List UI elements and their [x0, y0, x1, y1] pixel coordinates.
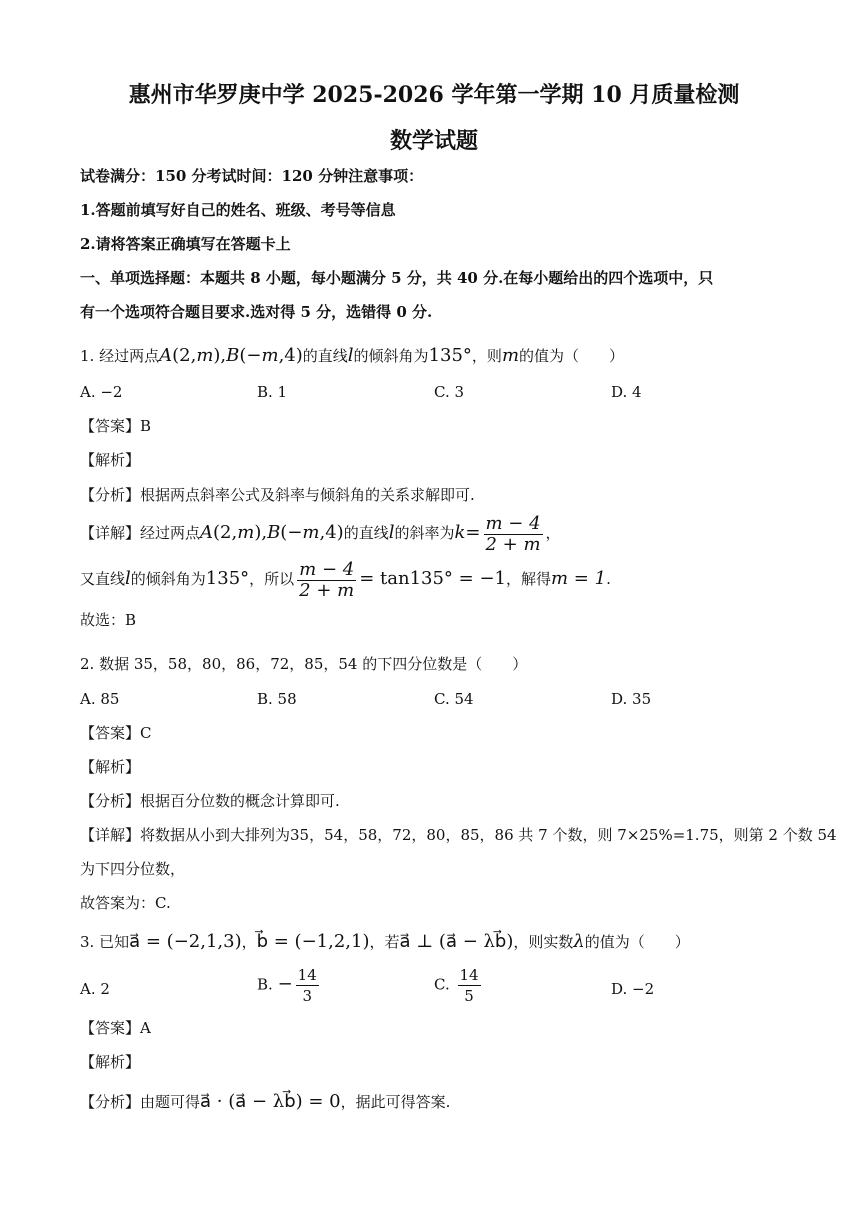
q3-option-b: [257, 966, 322, 1005]
q3-text: 已知: [99, 933, 130, 951]
q2-analysis-label: 【解析】: [80, 758, 141, 776]
answer-value: C: [140, 724, 152, 742]
math-var: m: [501, 345, 520, 366]
point-b: B: [267, 522, 281, 543]
slope-fraction: [484, 512, 543, 555]
answer-value: A: [140, 1019, 151, 1037]
math-result: m = 1: [551, 568, 607, 589]
q1-analysis-label: 【解析】: [80, 451, 141, 469]
math-var: m: [261, 345, 279, 366]
math-text: ),: [254, 522, 268, 543]
fraction-denominator: 2 + m: [485, 533, 541, 555]
detail-text: ，所以: [249, 570, 295, 588]
math-var: m: [196, 345, 214, 366]
fenxi-text: ，据此可得答案.: [340, 1093, 451, 1111]
point-a: A: [159, 345, 173, 366]
fenxi-text: 根据百分位数的概念计算即可.: [140, 792, 340, 810]
q3-text: ，: [241, 933, 257, 951]
math-var: λ: [573, 931, 585, 952]
detail-text: ，解得: [506, 570, 552, 588]
fenxi-label: 【分析】: [80, 486, 141, 504]
dot-product-equation: a⃗ · (a⃗ − λb⃗) = 0: [200, 1091, 341, 1112]
q2-option-b: B. 58: [257, 690, 297, 708]
q1-text: 经过两点: [99, 347, 160, 365]
q3-option-d: D. −2: [611, 980, 655, 998]
q2-stem: 2. 数据 35，58，80，86，72，85，54 的下四分位数是（ ）: [80, 655, 528, 673]
math-var: m: [302, 522, 320, 543]
notes-line-2: 1.答题前填写好自己的姓名、班级、考号等信息: [80, 201, 396, 219]
answer-label: 【答案】: [80, 417, 141, 435]
q3-stem: [80, 932, 690, 952]
q2-option-d: D. 35: [611, 690, 652, 708]
math-text: ,4): [278, 345, 303, 366]
detail-text: ，: [545, 524, 561, 542]
q1-option-d: D. 4: [611, 383, 642, 401]
fenxi-label: 【分析】: [80, 792, 141, 810]
math-var: l: [388, 522, 395, 543]
detail-label: 【详解】: [80, 826, 141, 844]
math-text: = tan135° = −1: [359, 568, 506, 589]
vector-a-def: a⃗ = (−2,1,3): [129, 931, 242, 952]
fraction-numerator: 14: [297, 966, 317, 984]
point-b: B: [226, 345, 240, 366]
vector-b-def: b⃗ = (−1,2,1): [256, 931, 370, 952]
detail-text: 又直线: [80, 570, 126, 588]
q3-text: 的值为（ ）: [584, 933, 690, 951]
q1-option-a: A. −2: [80, 383, 123, 401]
notes-line-3: 2.请将答案正确填写在答题卡上: [80, 235, 291, 253]
q1-text: 的直线: [302, 347, 348, 365]
q1-conclusion: 故选：B: [80, 611, 137, 629]
q3-analysis-label: 【解析】: [80, 1053, 141, 1071]
fraction-numerator: m − 4: [299, 558, 355, 580]
detail-text: 的直线: [343, 524, 389, 542]
math-text: −: [277, 973, 293, 995]
detail-text: 将数据从小到大排列为35，54，58，72，80，85，86 共 7 个数，则 7×25%=1.75，则第 2 个数 54: [140, 826, 837, 844]
option-b-fraction: [296, 966, 319, 1005]
q3-option-a: A. 2: [80, 980, 110, 998]
point-a: A: [200, 522, 214, 543]
answer-label: 【答案】: [80, 724, 141, 742]
math-var: l: [347, 345, 354, 366]
q3-fenxi: [80, 1092, 450, 1112]
fraction-denominator: 3: [302, 987, 312, 1005]
fraction-denominator: 2 + m: [299, 579, 355, 601]
q1-text: ，则: [471, 347, 502, 365]
q2-conclusion: 故答案为：C.: [80, 894, 171, 912]
fraction-denominator: 5: [464, 987, 474, 1005]
math-text: 135°: [205, 568, 250, 589]
q1-option-b: B. 1: [257, 383, 288, 401]
q2-detail-line-1: [80, 825, 837, 845]
option-label: C.: [434, 975, 450, 994]
page-subtitle: 数学试题: [389, 128, 478, 154]
math-text: 135°: [428, 345, 472, 366]
math-text: (−: [239, 345, 262, 366]
math-var: l: [125, 568, 131, 589]
fenxi-label: 【分析】: [80, 1093, 141, 1111]
detail-text: .: [606, 570, 611, 588]
q1-number: 1.: [80, 347, 95, 365]
section-heading-line-2: 有一个选项符合题目要求.选对得 5 分，选错得 0 分.: [80, 303, 433, 321]
math-text: (2,: [213, 522, 238, 543]
q3-answer: [80, 1018, 151, 1038]
detail-label: 【详解】: [80, 524, 141, 542]
fraction-numerator: m − 4: [485, 512, 541, 534]
q3-text: ，若: [369, 933, 400, 951]
q1-text: 的倾斜角为: [353, 347, 429, 365]
option-c-fraction: [458, 966, 481, 1005]
math-text: (2,: [172, 345, 197, 366]
q2-option-c: C. 54: [434, 690, 474, 708]
perpendicular-condition: a⃗ ⊥ (a⃗ − λb⃗): [399, 931, 514, 952]
detail-text: 经过两点: [140, 524, 201, 542]
fenxi-text: 由题可得: [140, 1093, 201, 1111]
angle-fraction: [297, 558, 356, 601]
math-var: m: [237, 522, 255, 543]
math-text: ,4): [319, 522, 344, 543]
q2-answer: [80, 723, 152, 743]
page-title: 惠州市华罗庚中学 2025-2026 学年第一学期 10 月质量检测: [128, 82, 740, 108]
q1-answer: [80, 416, 151, 436]
fraction-numerator: 14: [459, 966, 479, 984]
q2-option-a: A. 85: [80, 690, 120, 708]
fenxi-text: 根据两点斜率公式及斜率与倾斜角的关系求解即可.: [140, 486, 475, 504]
answer-value: B: [140, 417, 152, 435]
notes-line-1: 试卷满分：150 分考试时间：120 分钟注意事项：: [80, 167, 424, 185]
q1-detail-line-1: [80, 513, 561, 554]
section-heading-line-1: 一、单项选择题：本题共 8 小题，每小题满分 5 分，共 40 分.在每小题给出的四个选项中，只: [80, 269, 714, 287]
q2-fenxi: [80, 791, 340, 811]
q1-stem: [80, 346, 624, 366]
q3-number: 3.: [80, 933, 95, 951]
math-text: ),: [213, 345, 227, 366]
q1-option-c: C. 3: [434, 383, 465, 401]
q1-fenxi: [80, 485, 475, 505]
option-label: B.: [257, 975, 273, 994]
q3-text: ，则实数: [513, 933, 574, 951]
math-text: (−: [280, 522, 303, 543]
detail-text: 的斜率为: [394, 524, 455, 542]
detail-text: 的倾斜角为: [130, 570, 206, 588]
q1-text: 的值为（ ）: [519, 347, 625, 365]
q2-detail-line-2: 为下四分位数，: [80, 860, 186, 878]
math-var: k: [454, 522, 466, 543]
math-text: =: [465, 522, 481, 543]
q3-option-c: [434, 966, 484, 1005]
answer-label: 【答案】: [80, 1019, 141, 1037]
q1-detail-line-2: [80, 559, 611, 600]
